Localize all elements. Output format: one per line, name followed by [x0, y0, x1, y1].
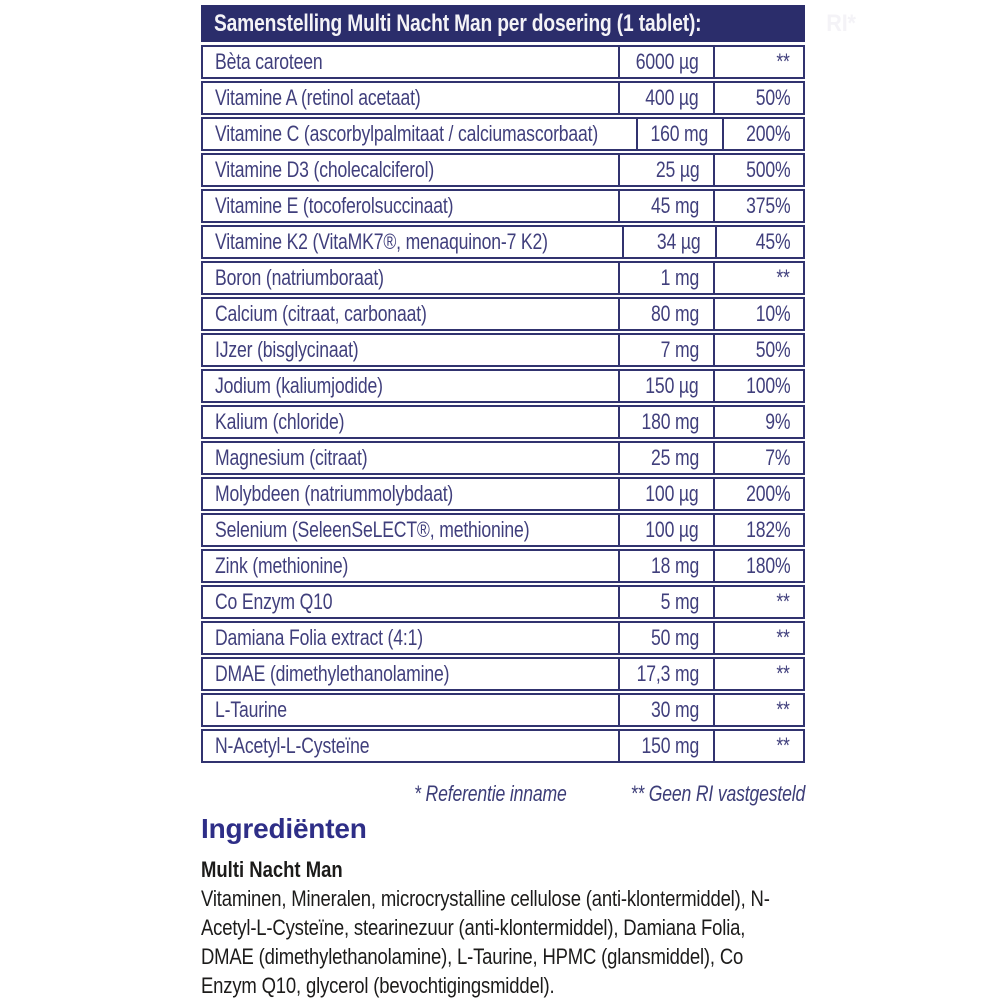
ri-value: 100%: [745, 373, 790, 398]
ri-cell: [713, 515, 803, 545]
amount-cell: [618, 479, 713, 509]
amount-value: 80 mg: [650, 301, 699, 326]
table-row: [201, 153, 805, 187]
nutrient-name-cell: [203, 191, 618, 221]
ingredients-body: [201, 855, 799, 1000]
nutrient-name-cell: [203, 515, 618, 545]
nutrient-name-cell: [203, 731, 618, 761]
ri-value: **: [776, 661, 790, 686]
amount-value: 150 µg: [645, 373, 699, 398]
ri-cell: [713, 371, 803, 401]
amount-value: 17,3 mg: [636, 661, 699, 686]
ri-cell: [722, 119, 803, 149]
nutrient-name-cell: [203, 263, 618, 293]
nutrient-name-cell: [203, 551, 618, 581]
ri-value: 9%: [764, 409, 790, 434]
table-body: [201, 45, 805, 763]
table-row: [201, 369, 805, 403]
table-row: [201, 45, 805, 79]
amount-value: 5 mg: [660, 589, 699, 614]
nutrient-name: N-Acetyl-L-Cysteïne: [215, 733, 370, 758]
nutrient-name-cell: [203, 443, 618, 473]
nutrient-name: Jodium (kaliumjodide): [215, 373, 383, 398]
amount-value: 50 mg: [650, 625, 699, 650]
amount-value: 400 µg: [645, 85, 699, 110]
amount-value: 6000 µg: [636, 49, 699, 74]
table-header-row: [201, 5, 857, 42]
ingredients-heading: Ingrediënten: [201, 813, 367, 844]
ri-cell: [713, 695, 803, 725]
amount-value: 7 mg: [660, 337, 699, 362]
nutrient-name: Bèta caroteen: [215, 49, 323, 74]
ri-value: **: [776, 625, 790, 650]
amount-value: 18 mg: [650, 553, 699, 578]
amount-value: 150 mg: [641, 733, 699, 758]
amount-cell: [618, 155, 713, 185]
nutrient-name: L-Taurine: [215, 697, 287, 722]
ri-value: 200%: [745, 121, 791, 146]
amount-value: 30 mg: [650, 697, 699, 722]
ri-value: 182%: [745, 517, 790, 542]
amount-cell: [618, 695, 713, 725]
ri-cell: [713, 47, 803, 77]
ri-value: 200%: [745, 481, 790, 506]
table-row: [201, 693, 805, 727]
ri-value: 45%: [755, 229, 790, 254]
ri-value: **: [776, 733, 790, 758]
ri-value: 375%: [745, 193, 790, 218]
table-row: [201, 297, 805, 331]
amount-value: 180 mg: [641, 409, 699, 434]
nutrient-name: Co Enzym Q10: [215, 589, 333, 614]
nutrient-name-cell: [203, 335, 618, 365]
amount-cell: [618, 551, 713, 581]
ri-value: 180%: [745, 553, 790, 578]
table-row: [201, 549, 805, 583]
nutrient-name-cell: [203, 587, 618, 617]
nutrient-name: Boron (natriumboraat): [215, 265, 384, 290]
table-row: [201, 657, 805, 691]
nutrient-name-cell: [203, 659, 618, 689]
amount-cell: [618, 335, 713, 365]
product-name: Multi Nacht Man: [201, 857, 343, 882]
nutrient-name: Vitamine D3 (cholecalciferol): [215, 157, 435, 182]
table-row: [201, 333, 805, 367]
nutrient-name-cell: [203, 479, 618, 509]
ri-cell: [713, 479, 803, 509]
composition-table: [201, 5, 857, 765]
nutrient-name-cell: [203, 407, 618, 437]
nutrient-name: Vitamine E (tocoferolsuccinaat): [215, 193, 454, 218]
amount-cell: [636, 119, 722, 149]
amount-cell: [618, 263, 713, 293]
amount-cell: [618, 47, 713, 77]
nutrient-name: DMAE (dimethylethanolamine): [215, 661, 450, 686]
ri-value: **: [776, 49, 790, 74]
nutrient-name-cell: [203, 371, 618, 401]
ri-cell: [713, 659, 803, 689]
nutrient-name: Selenium (SeleenSeLECT®, methionine): [215, 517, 530, 542]
amount-cell: [618, 191, 713, 221]
table-row: [201, 117, 805, 151]
ri-cell: [713, 551, 803, 581]
ri-cell: [713, 587, 803, 617]
footnote-reference-intake: * Referentie inname: [414, 781, 567, 806]
amount-value: 1 mg: [660, 265, 699, 290]
ri-cell: [713, 731, 803, 761]
nutrient-name-cell: [203, 299, 618, 329]
table-row: [201, 81, 805, 115]
nutrient-name: IJzer (bisglycinaat): [215, 337, 359, 362]
ri-cell: [713, 335, 803, 365]
ri-value: **: [776, 589, 790, 614]
ri-value: 500%: [745, 157, 790, 182]
amount-value: 34 µg: [657, 229, 701, 254]
nutrient-name: Damiana Folia extract (4:1): [215, 625, 423, 650]
amount-value: 100 µg: [645, 517, 699, 542]
ri-value: 10%: [755, 301, 790, 326]
amount-cell: [618, 659, 713, 689]
table-row: [201, 513, 805, 547]
amount-value: 45 mg: [650, 193, 699, 218]
nutrient-name: Calcium (citraat, carbonaat): [215, 301, 427, 326]
nutrient-name: Kalium (chloride): [215, 409, 345, 434]
nutrient-name-cell: [203, 695, 618, 725]
nutrient-name: Magnesium (citraat): [215, 445, 368, 470]
ri-value: 7%: [764, 445, 790, 470]
table-row: [201, 261, 805, 295]
ri-value: 50%: [755, 85, 790, 110]
nutrient-name-cell: [203, 47, 618, 77]
ri-value: **: [776, 265, 790, 290]
table-row: [201, 405, 805, 439]
table-row: [201, 189, 805, 223]
amount-cell: [618, 371, 713, 401]
nutrient-name: Zink (methionine): [215, 553, 349, 578]
ri-value: 50%: [755, 337, 790, 362]
amount-cell: [618, 731, 713, 761]
table-row: [201, 225, 805, 259]
amount-cell: [618, 515, 713, 545]
amount-cell: [622, 227, 715, 257]
ri-cell: [715, 227, 803, 257]
ri-cell: [713, 83, 803, 113]
table-row: [201, 477, 805, 511]
table-footnote: [201, 781, 805, 807]
ri-cell: [713, 299, 803, 329]
footnote-no-ri: ** Geen RI vastgesteld: [630, 781, 805, 806]
ri-cell: [713, 623, 803, 653]
ri-cell: [713, 443, 803, 473]
amount-cell: [618, 83, 713, 113]
nutrient-name-cell: [203, 227, 622, 257]
ri-cell: [713, 191, 803, 221]
nutrient-name-cell: [203, 155, 618, 185]
table-title: Samenstelling Multi Nacht Man per dosering (1 tablet):: [214, 9, 702, 37]
amount-cell: [618, 587, 713, 617]
amount-cell: [618, 299, 713, 329]
ri-cell: [713, 407, 803, 437]
amount-cell: [618, 407, 713, 437]
nutrient-name: Molybdeen (natriummolybdaat): [215, 481, 454, 506]
ri-cell: [713, 263, 803, 293]
nutrient-name: Vitamine A (retinol acetaat): [215, 85, 421, 110]
nutrient-name-cell: [203, 119, 636, 149]
amount-cell: [618, 623, 713, 653]
ri-cell: [713, 155, 803, 185]
amount-value: 25 µg: [655, 157, 699, 182]
amount-value: 100 µg: [645, 481, 699, 506]
table-row: [201, 441, 805, 475]
ri-value: **: [776, 697, 790, 722]
ri-column-header: RI*: [826, 9, 857, 37]
nutrient-name-cell: [203, 83, 618, 113]
amount-value: 160 mg: [650, 121, 708, 146]
table-row: [201, 621, 805, 655]
ingredients-description: Vitaminen, Mineralen, microcrystalline cellulose (anti-klontermiddel), N-Acetyl-L-Cysteïne, stearinezuur (anti-klontermiddel), Damiana Folia, DMAE (dimethylethanolamine), L-Taurine, HPMC (glansmiddel), Co Enzym Q10, glycerol (bevochtigingsmiddel).: [201, 886, 770, 998]
nutrient-name: Vitamine K2 (VitaMK7®, menaquinon-7 K2): [215, 229, 548, 254]
nutrient-name: Vitamine C (ascorbylpalmitaat / calciumascorbaat): [215, 121, 599, 146]
amount-value: 25 mg: [650, 445, 699, 470]
table-row: [201, 729, 805, 763]
nutrient-name-cell: [203, 623, 618, 653]
amount-cell: [618, 443, 713, 473]
table-row: [201, 585, 805, 619]
ingredients-section: [201, 812, 941, 1000]
